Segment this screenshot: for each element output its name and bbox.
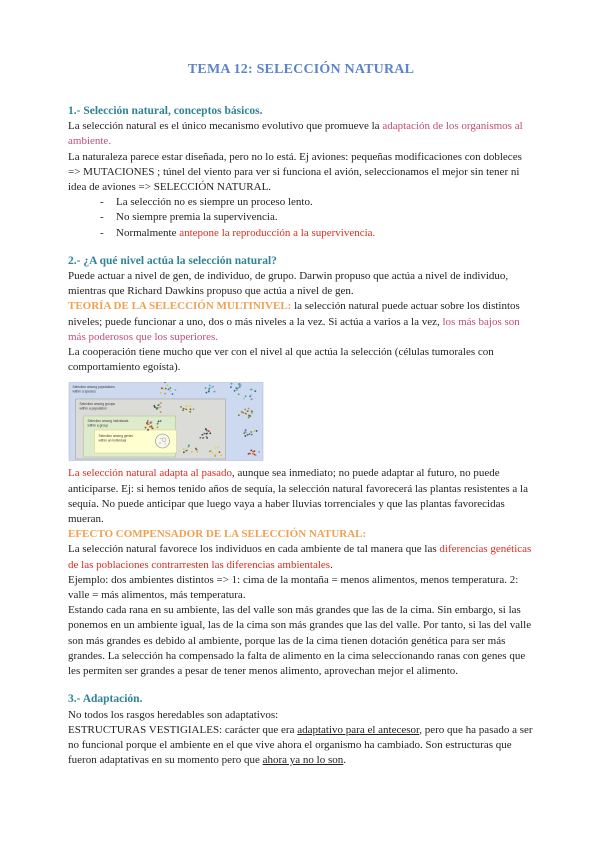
paragraph xyxy=(68,603,534,679)
text-run: , aunque sea inmediato; no puede adaptar al futuro, no puede anticiparse. Ej: si hemos tenido años de sequía, la selección natural favorecerá las plantas resistentes a la sequía. No puede anticipar que luego vaya a haber lluvias torrenciales y que las plantas favorecidas mueran. xyxy=(68,467,531,526)
multilevel-selection-figure xyxy=(68,382,264,461)
figure-level-label: within an individual xyxy=(98,438,127,443)
figure-level-label: Selection among groups xyxy=(79,402,116,407)
paragraph xyxy=(68,299,534,345)
text-run: Ejemplo: dos ambientes distintos => 1: cima de la montaña = menos alimentos, menos temperatura. 2: valle = más alimentos, más temperatura. xyxy=(68,573,522,602)
figure-level-label: within a species xyxy=(72,389,96,394)
text-run: . xyxy=(343,754,346,767)
text-run: la selección natural puede actuar sobre los distintos niveles; puede funcionar a uno, dos o más niveles a la vez. Si actúa a varios a la vez, xyxy=(68,300,523,328)
figure-level-label: Selection among genes xyxy=(98,434,133,439)
text-run: Puede actuar a nivel de gen, de individuo, de grupo. Darwin propuso que actúa a nivel de individuo, mientras que Richard Dawkins propuso que actúa a nivel de gen. xyxy=(68,270,511,298)
text-run: No siempre premia la supervivencia. xyxy=(116,211,278,224)
paragraph xyxy=(68,119,534,149)
figure-level-label: within a population xyxy=(79,406,107,411)
bullet-item xyxy=(100,210,534,225)
document-title: TEMA 12: SELECCIÓN NATURAL xyxy=(187,62,415,77)
bullet-list xyxy=(68,195,534,241)
text-run: TEORÍA DE LA SELECCIÓN MULTINIVEL: xyxy=(68,300,295,313)
text-run: . xyxy=(330,558,333,571)
text-run: antepone la reproducción a la supervivencia. xyxy=(179,226,376,239)
text-run: La selección natural favorece los individuos en cada ambiente de tal manera que las xyxy=(68,543,440,556)
text-run: diferencias genéticas de las poblaciones contrarresten las diferencias ambientales xyxy=(68,543,535,571)
text-run: No todos los rasgos heredables son adaptativos: xyxy=(68,708,279,721)
paragraph xyxy=(68,269,534,299)
text-run: La cooperación tiene mucho que ver con el nivel al que actúa la selección (células tumorales con comportamiento egoísta). xyxy=(68,346,497,374)
text-run: La selección natural adapta al pasado xyxy=(68,467,233,480)
text-run: ahora ya no lo son xyxy=(262,754,344,767)
cell-icon xyxy=(156,434,170,448)
text-run: EFECTO COMPENSADOR DE LA SELECCIÓN NATURAL: xyxy=(68,528,367,541)
text-run: adaptación de los organismos al ambiente. xyxy=(68,120,526,148)
paragraph xyxy=(68,466,534,527)
paragraph xyxy=(68,527,534,542)
paragraph xyxy=(68,708,534,723)
text-run: ESTRUCTURAS VESTIGIALES: carácter que era xyxy=(68,723,298,736)
text-run: La selección no es siempre un proceso lento. xyxy=(116,196,313,209)
multilevel-figure-svg xyxy=(68,382,264,461)
figure-level-label: Selection among populations xyxy=(72,385,115,390)
paragraph xyxy=(68,150,534,196)
paragraph xyxy=(68,542,534,572)
section-heading-3: 3.- Adaptación. xyxy=(68,693,143,706)
text-run: Estando cada rana en su ambiente, las del valle son más grandes que las de la cima. Sin embargo, si las ponemos en un ambiente igual, las de la cima son más grandes que las del valle. Por tanto, si las del valle son más grandes es debido al ambiente, porque las de la cima tienen dotación genética para ser más grandes. La selección ha compensado la falta de alimento en la cima seleccionando ranas con genes que les permiten ser grandes a pesar de tener menos alimento, aprovechan mejor el alimento. xyxy=(68,604,534,678)
section-heading-1: 1.- Selección natural, conceptos básicos. xyxy=(68,105,263,117)
text-run: los más bajos son más poderosos que los superiores. xyxy=(68,315,523,343)
paragraph xyxy=(68,723,534,769)
text-run: La naturaleza parece estar diseñada, pero no lo está. Ej aviones: pequeñas modificaciones con dobleces => MUTACIONES ; túnel del viento para ver si funciona el avión, seleccionamos el mejor sin tener ni idea de aviones => SELECCIÓN NATURAL. xyxy=(68,150,525,194)
figure-level-label: within a group xyxy=(87,423,109,428)
text-run: adaptativo para el antecesor xyxy=(297,723,420,736)
text-run: Normalmente xyxy=(116,226,180,239)
text-run: La selección natural es el único mecanismo evolutivo que promueve la xyxy=(68,120,383,133)
section-heading-2: 2.- ¿A qué nivel actúa la selección natural? xyxy=(68,254,277,267)
figure-level-label: Selection among individuals xyxy=(87,419,129,424)
text-run: , pero que ha pasado a ser no funcional porque el ambiente en el que vive ahora el organismo ha cambiado. Son estructuras que fueron adaptativas en su momento pero que xyxy=(68,723,536,767)
bullet-item xyxy=(100,226,534,241)
paragraph xyxy=(68,573,534,603)
paragraph xyxy=(68,345,534,375)
bullet-item xyxy=(100,195,534,210)
